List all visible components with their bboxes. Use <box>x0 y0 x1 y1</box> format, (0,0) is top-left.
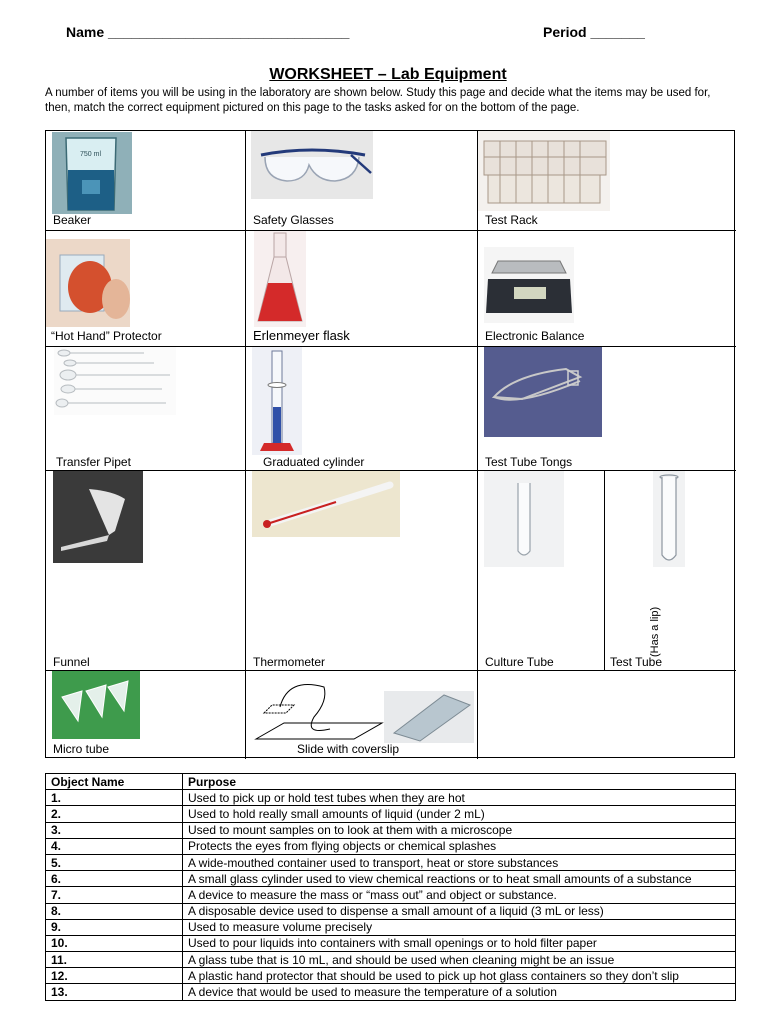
label-balance: Electronic Balance <box>485 329 585 343</box>
table-row <box>46 903 736 919</box>
cell-hot-hand <box>46 231 246 347</box>
row-number[interactable]: 8. <box>46 903 183 919</box>
cell-micro-tube <box>46 671 246 759</box>
row-number[interactable]: 1. <box>46 790 183 806</box>
row-purpose: Used to pour liquids into containers with small openings or to hold filter paper <box>183 935 736 951</box>
label-thermometer: Thermometer <box>253 655 326 669</box>
row-number[interactable]: 4. <box>46 838 183 854</box>
row-purpose: Used to pick up or hold test tubes when they are hot <box>183 790 736 806</box>
table-row <box>46 887 736 903</box>
row-purpose: Used to measure volume precisely <box>183 919 736 935</box>
label-test-rack: Test Rack <box>485 213 538 227</box>
equipment-grid <box>45 130 735 758</box>
row-number[interactable]: 12. <box>46 968 183 984</box>
label-micro-tube: Micro tube <box>53 742 110 756</box>
row-number[interactable]: 10. <box>46 935 183 951</box>
table-row <box>46 935 736 951</box>
row-number[interactable]: 11. <box>46 952 183 968</box>
pipet-image <box>54 347 176 415</box>
cell-culture-tube <box>478 471 605 671</box>
cell-tongs <box>478 347 736 471</box>
table-row <box>46 822 736 838</box>
cell-safety-glasses <box>246 131 478 231</box>
label-safety-glasses: Safety Glasses <box>253 213 334 227</box>
cell-funnel <box>46 471 246 671</box>
row-purpose: A glass tube that is 10 mL, and should be used when cleaning might be an issue <box>183 952 736 968</box>
instructions: A number of items you will be using in the laboratory are shown below. Study this page and decide what the items may be used for, then, match the correct equipment pictured on this page to the tasks asked for on the bottom of the page. <box>45 87 711 114</box>
row-number[interactable]: 3. <box>46 822 183 838</box>
thermometer-image <box>252 471 400 537</box>
beaker-image <box>52 132 132 214</box>
label-hot-hand: “Hot Hand” Protector <box>51 329 162 343</box>
row-purpose: Used to mount samples on to look at them with a microscope <box>183 822 736 838</box>
label-test-tube: Test Tube <box>610 655 663 669</box>
safety-glasses-image <box>251 131 373 199</box>
funnel-image <box>53 471 143 563</box>
row-number[interactable]: 6. <box>46 871 183 887</box>
cylinder-image <box>252 347 302 455</box>
row-number[interactable]: 9. <box>46 919 183 935</box>
label-culture-tube: Culture Tube <box>485 655 554 669</box>
row-purpose: A small glass cylinder used to view chemical reactions or to heat small amounts of a substance <box>183 871 736 887</box>
table-row <box>46 984 736 1000</box>
table-row <box>46 952 736 968</box>
cell-balance <box>478 231 736 347</box>
label-tongs: Test Tube Tongs <box>485 455 573 469</box>
label-erlenmeyer: Erlenmeyer flask <box>253 328 350 343</box>
row-purpose: Protects the eyes from flying objects or chemical splashes <box>183 838 736 854</box>
label-cylinder: Graduated cylinder <box>263 455 365 469</box>
test-tube-image <box>653 471 685 567</box>
cell-test-rack <box>478 131 736 231</box>
cell-beaker <box>46 131 246 231</box>
label-slide: Slide with coverslip <box>297 742 400 756</box>
label-beaker: Beaker <box>53 213 92 227</box>
row-number[interactable]: 7. <box>46 887 183 903</box>
row-number[interactable]: 2. <box>46 806 183 822</box>
row-number[interactable]: 13. <box>46 984 183 1000</box>
hot-hand-image <box>46 239 130 327</box>
balance-image <box>484 247 574 323</box>
table-header-row <box>46 774 736 790</box>
label-pipet: Transfer Pipet <box>56 455 131 469</box>
cell-thermometer <box>246 471 478 671</box>
row-purpose: A plastic hand protector that should be used to pick up hot glass containers so they don’t slip <box>183 968 736 984</box>
beaker-marking: 750 ml <box>80 151 102 158</box>
page-title <box>0 66 768 84</box>
table-row <box>46 919 736 935</box>
table-row <box>46 854 736 870</box>
table-row <box>46 838 736 854</box>
table-row <box>46 790 736 806</box>
row-number[interactable]: 5. <box>46 854 183 870</box>
row-purpose: Used to hold really small amounts of liquid (under 2 mL) <box>183 806 736 822</box>
name-field[interactable]: Name _______________________________ <box>66 24 350 40</box>
table-row <box>46 806 736 822</box>
slide-drawing <box>254 677 384 741</box>
label-funnel: Funnel <box>53 655 90 669</box>
title-text: WORKSHEET – Lab Equipment <box>269 66 507 83</box>
lip-note: (Has a lip) <box>649 606 661 657</box>
period-field[interactable]: Period _______ <box>543 24 645 40</box>
table-row <box>46 968 736 984</box>
col-object-name: Object Name <box>46 774 183 790</box>
micro-tube-image <box>52 671 140 739</box>
row-purpose: A wide-mouthed container used to transport, heat or store substances <box>183 854 736 870</box>
cell-cylinder <box>246 347 478 471</box>
cell-pipet <box>46 347 246 471</box>
culture-tube-image <box>484 471 564 567</box>
row-purpose: A disposable device used to dispense a small amount of a liquid (3 mL or less) <box>183 903 736 919</box>
table-row <box>46 871 736 887</box>
cell-test-tube <box>605 471 736 671</box>
cell-slide <box>246 671 478 759</box>
slide-photo <box>384 691 474 743</box>
tongs-image <box>484 347 602 437</box>
row-purpose: A device that would be used to measure the temperature of a solution <box>183 984 736 1000</box>
col-purpose: Purpose <box>183 774 736 790</box>
row-purpose: A device to measure the mass or “mass out” and object or substance. <box>183 887 736 903</box>
erlenmeyer-image <box>254 231 306 327</box>
test-rack-image <box>478 131 610 211</box>
purpose-table <box>45 773 736 1001</box>
cell-erlenmeyer <box>246 231 478 347</box>
cell-empty <box>478 671 736 759</box>
